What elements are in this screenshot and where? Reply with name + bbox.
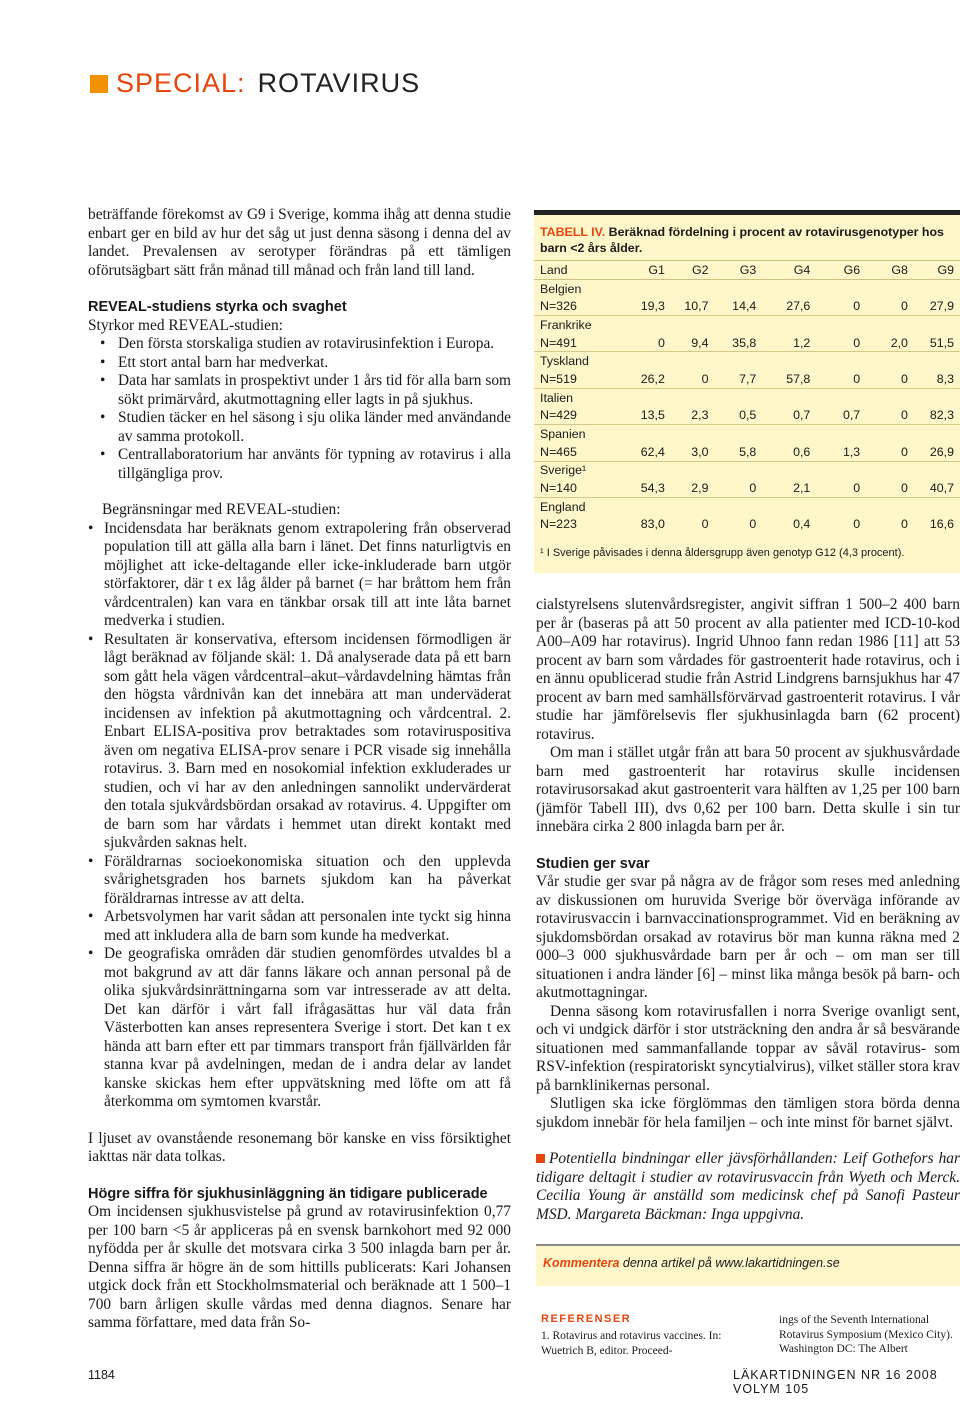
table-cell: 83,0 xyxy=(640,517,665,532)
table-row xyxy=(534,516,960,534)
table-row xyxy=(534,388,960,406)
table-header-cell: G8 xyxy=(860,261,908,280)
table-cell: 2,3 xyxy=(665,407,709,425)
table-cell: 0 xyxy=(810,334,860,352)
table-row xyxy=(534,407,960,425)
table-cell: 1,2 xyxy=(756,334,810,352)
comment-label: Kommentera xyxy=(543,1256,620,1270)
header-label: SPECIAL: xyxy=(116,68,246,98)
table-cell: 0,5 xyxy=(709,407,757,425)
table-cell: 13,5 xyxy=(596,407,665,425)
right-paragraph: Denna säsong kom rotavirusfallen i norra Sverige ovanligt sent, och vi undgick därför i stor utsträckning den andra år så besvärande situationen med sammanfallande toppar av såväl rotavirus- som RSV-infektion (respiratoriskt syncytialvirus), vilket ställer stora krav på barnklinikernas personal. xyxy=(536,1002,960,1094)
limits-list xyxy=(88,520,511,1112)
table-cell: 14,4 xyxy=(709,297,757,315)
table-header-cell: G3 xyxy=(709,261,757,280)
table-header-cell: G9 xyxy=(908,261,960,280)
table-cell: 19,3 xyxy=(596,297,665,315)
strength-heading: REVEAL-studiens styrka och svaghet xyxy=(88,299,347,315)
list-item: • Incidensdata har beräknats genom extrapolering från observerad population till att gälla alla barn i länet. Det finns naturligtvis en möjlighet att icke-deltagande eller icke-inkluderade barn utgör störfaktorer, där t ex låg ålder på barnet (= har bråttom hem från vårdcentralen) kan vara en tänkbar orsak till att inte låta barnet medverka i studien. xyxy=(88,520,511,631)
table-cell: 0,4 xyxy=(793,517,811,532)
sample-size-cell: N=491 xyxy=(534,334,596,352)
sample-size-cell: N=326 xyxy=(534,297,596,315)
disclosure-paragraph xyxy=(536,1150,960,1224)
table-row xyxy=(534,279,960,297)
table-header-cell: G2 xyxy=(665,261,709,280)
table-cell: 0 xyxy=(901,517,908,532)
table-cell: 0,7 xyxy=(756,407,810,425)
table-cell: 0 xyxy=(701,517,709,532)
table-cell: 9,4 xyxy=(665,334,709,352)
table-header-row xyxy=(534,261,960,280)
table-cell: 0 xyxy=(810,297,860,315)
list-item: • De geografiska områden där studien genomfördes utvaldes bl a mot bakgrund av att där fanns läkare och annan personal på de olika sjukvårdsinrättningarna som var intresserade av att delta. Det kan därför i vårt fall ifrågasättas hur väl data från Västerbotten kan anses representera Sverige i stort. Det kan t ex hända att barn efter ett par timmars transport från fjällvärlden får stanna kvar på avdelningen, medan de i andra delar av landet kanske skickas hem efter uppvätskning med löfte om att få återkomma om symtomen kvarstår. xyxy=(88,945,511,1112)
strength-list xyxy=(88,335,511,483)
table-row xyxy=(534,479,960,497)
list-item: • Centrallaboratorium har använts för typning av rotavirus i alla tillgängliga prov. xyxy=(88,446,511,483)
table-row xyxy=(534,352,960,370)
table-cell: 0 xyxy=(860,370,908,388)
table-cell: 27,9 xyxy=(908,297,960,315)
table-cell: 10,7 xyxy=(665,297,709,315)
genotype-table xyxy=(534,260,960,533)
table-cell: 2,0 xyxy=(860,334,908,352)
journal-footer: LÄKARTIDNINGEN NR 16 2008 VOLYM 105 xyxy=(733,1368,938,1396)
table-cell: 0 xyxy=(810,370,860,388)
list-item: • Data har samlats in prospektivt under 1 års tid för alla barn som sökt primärvård, akutmottagning eller lagts in på sjukhus. xyxy=(88,372,511,409)
table-iv xyxy=(534,210,960,573)
sample-size-cell: N=519 xyxy=(534,370,596,388)
country-cell: Spanien xyxy=(540,427,586,442)
right-paragraph: Slutligen ska icke förglömmas den tämligen stora börda denna sjukdom innebär för hela familjen – och inte minst för barnet självt. xyxy=(536,1095,960,1131)
table-cell: 0 xyxy=(860,443,908,461)
table-cell: 7,7 xyxy=(709,370,757,388)
table-cell: 26,2 xyxy=(596,370,665,388)
table-cell: 2,1 xyxy=(756,479,810,497)
table-cell: 54,3 xyxy=(596,479,665,497)
table-header-cell: G1 xyxy=(596,261,665,280)
table-cell: 1,3 xyxy=(810,443,860,461)
table-row xyxy=(534,297,960,315)
conclusion-paragraph: I ljuset av ovanstående resonemang bör kanske en viss försiktighet iakttas när data tolkas. xyxy=(88,1129,511,1165)
right-column xyxy=(536,596,960,1224)
disclosure-text: Potentiella bindningar eller jävsförhållanden: Leif Gothefors har tidigare deltagit i studier av rotavirusvaccin från Wyeth och Merck. Cecilia Young är anställd som medicinsk chef på Sanofi Pasteur MSD. Margareta Bäckman: Inga uppgivna. xyxy=(536,1150,960,1223)
table-cell: 16,6 xyxy=(929,517,954,532)
list-item: • Arbetsvolymen har varit sådan att personalen inte tyckt sig hinna med att inkludera alla de barn som kunde ha medverkat. xyxy=(88,908,511,945)
list-item: • Ett stort antal barn har medverkat. xyxy=(88,354,511,373)
country-cell: Italien xyxy=(540,390,574,405)
list-item: • Den första storskaliga studien av rotavirusinfektion i Europa. xyxy=(88,335,511,354)
table-cell: 0 xyxy=(853,517,861,532)
right-paragraph: Om man i stället utgår från att bara 50 procent av sjukhusvårdade barn med gastroenterit har rotavirus skulle incidensen rotavirusorsakad akut gastroenterit vara hälften av 1,25 per 100 barn (jämför Tabell III), dvs 0,62 per 100 barn. Detta skulle i sin tur innebära cirka 2 800 inlagda barn per år. xyxy=(536,744,960,835)
table-cell: 0,6 xyxy=(756,443,810,461)
table-cell: 26,9 xyxy=(908,443,960,461)
table-cell: 51,5 xyxy=(908,334,960,352)
table-cell: 27,6 xyxy=(756,297,810,315)
country-cell: Tyskland xyxy=(540,354,589,369)
reference-item: 1. Rotavirus and rotavirus vaccines. In: Wuetrich B, editor. Proceed- xyxy=(541,1330,722,1357)
table-row xyxy=(534,461,960,479)
table-row xyxy=(534,334,960,352)
table-header-cell: G4 xyxy=(756,261,810,280)
sample-size-cell: N=429 xyxy=(534,407,596,425)
strength-intro: Styrkor med REVEAL-studien: xyxy=(88,316,283,334)
table-row xyxy=(534,370,960,388)
references-title: REFERENSER xyxy=(541,1313,632,1325)
table-cell: 0 xyxy=(860,407,908,425)
table-cell: 0 xyxy=(709,479,757,497)
header-topic: ROTAVIRUS xyxy=(257,68,421,98)
table-cell: 35,8 xyxy=(709,334,757,352)
table-row xyxy=(534,316,960,334)
comment-box xyxy=(536,1244,960,1286)
table-cell: 0 xyxy=(665,370,709,388)
table-cell: 0 xyxy=(749,517,757,532)
table-caption-text: Beräknad fördelning i procent av rotavirusgenotyper hos barn <2 års ålder. xyxy=(540,225,944,255)
country-cell: Frankrike xyxy=(540,317,592,332)
country-cell: Belgien xyxy=(540,281,582,296)
list-item: • Studien täcker en hel säsong i sju olika länder med användande av samma protokoll. xyxy=(88,409,511,446)
country-cell: England xyxy=(540,499,586,514)
table-footnote: ¹ I Sverige påvisades i denna åldersgrupp även genotyp G12 (4,3 procent). xyxy=(540,547,905,560)
header-square-icon xyxy=(90,75,108,93)
left-column xyxy=(88,206,511,1333)
sample-size-cell: N=140 xyxy=(534,479,596,497)
table-row xyxy=(534,443,960,461)
page-number: 1184 xyxy=(88,1368,115,1382)
country-cell: Sverige¹ xyxy=(540,463,587,478)
table-label: TABELL IV. xyxy=(540,225,606,239)
table-cell: 40,7 xyxy=(908,479,960,497)
table-header-cell: Land xyxy=(534,261,596,280)
intro-paragraph: beträffande förekomst av G9 i Sverige, komma ihåg att denna studie enbart ger en bild av hur det såg ut just denna säsong i denna del av landet. Prevalensen av serotyper förändras på ett tämligen oförutsägbart sätt från månad till månad och från land till land. xyxy=(88,206,511,279)
table-cell: 62,4 xyxy=(596,443,665,461)
sample-size-cell: N=223 xyxy=(540,517,577,532)
table-cell: 3,0 xyxy=(665,443,709,461)
table-row xyxy=(534,425,960,443)
section-header xyxy=(90,68,420,99)
table-caption xyxy=(534,215,960,260)
reference-item: ings of the Seventh International Rotavirus Symposium (Mexico City). Washington DC: The Albert xyxy=(779,1314,953,1355)
comment-link[interactable]: denna artikel på www.lakartidningen.se xyxy=(622,1256,840,1270)
table-cell: 2,9 xyxy=(665,479,709,497)
limits-intro: Begränsningar med REVEAL-studien: xyxy=(102,501,341,518)
table-cell: 82,3 xyxy=(908,407,960,425)
table-cell: 0,7 xyxy=(810,407,860,425)
higher-paragraph: Om incidensen sjukhusvistelse på grund av rotavirusinfektion 0,77 per 100 barn <5 år appliceras på en svensk barnkohort med 92 000 nyfödda per år skulle det motsvara cirka 3 500 inlagda barn per år. Denna siffra är högre än de som hittills publicerats: Kari Johansen utgick dock från ett Stockholmsmaterial och beräknade att 1 500–1 700 barn årligen skulle vårdas med denna diagnos. Senare har samma författare, med data från So- xyxy=(88,1203,511,1331)
table-cell: 0 xyxy=(860,297,908,315)
table-cell: 0 xyxy=(596,334,665,352)
table-header-cell: G6 xyxy=(810,261,860,280)
table-cell: 5,8 xyxy=(709,443,757,461)
red-square-icon xyxy=(536,1154,545,1163)
table-row xyxy=(534,497,960,515)
answer-heading: Studien ger svar xyxy=(536,855,650,872)
list-item: • Resultaten är konservativa, eftersom incidensen förmodligen är lågt beräknad av följande skäl: 1. Då analyserade data på ett barn som gått hela vägen vårdcentral–akut–vårdavdelning hämtas från den högsta vårdnivån kan det innebära att man underväderat incidensen av infektion på akutmottagning och vårdcentral. 2. Enbart ELISA-positiva prov betraktades som rotaviruspositiva även om negativa ELISA-prov senare i PCR visade sig innehålla rotavirus. 3. Barn med en nosokomial infektion exkluderades ur studien, och vi har av den anledningen sannolikt undervärderat den totala sjukvårdsbördan orsakad av rotavirus. 4. Uppgifter om de barn som har vårdats i hemmet utan direkt kontakt med sjukvården saknas helt. xyxy=(88,631,511,853)
higher-heading: Högre siffra för sjukhusinläggning än tidigare publicerade xyxy=(88,1185,488,1202)
right-paragraph: Vår studie ger svar på några av de frågor som reses med anledning av diskussionen om huruvida Sverige bör överväga införande av rotavirusvaccin i barnvaccinationsprogrammet. Vid en beräkning av sjukdomsbördan orsakad av rotavirus bör man kunna räkna med 2 000–3 000 sjukhusvårdade barn per år och – om man ser till situationen i andra länder [6] – minst lika många besök på barn- och akutmottagningar. xyxy=(536,873,960,1001)
right-paragraph: cialstyrelsens slutenvårdsregister, angivit siffran 1 500–2 400 barn per år (baseras på att 50 procent av alla patienter med ICD-10-kod A00–A09 har rotavirus). Ingrid Uhnoo fann redan 1986 [11] att 53 procent av barn som vårdades för gastroenterit hade rotavirus, och i en ännu opublicerad studie från Astrid Lindgrens barnsjukhus har 47 procent av barn med samhällsförvärvad gastroenterit rotavirus. I vår studie har jämförelsevis fler sjukhusinlagda barn (62 procent) rotavirus. xyxy=(536,596,960,743)
table-cell: 57,8 xyxy=(756,370,810,388)
list-item: • Föräldrarnas socioekonomiska situation och den upplevda svårighetsgraden hos barnets sjukdom kan ha påverkat föräldrarnas intresse av att delta. xyxy=(88,853,511,909)
table-cell: 8,3 xyxy=(908,370,960,388)
table-cell: 0 xyxy=(860,479,908,497)
sample-size-cell: N=465 xyxy=(534,443,596,461)
table-cell: 0 xyxy=(810,479,860,497)
